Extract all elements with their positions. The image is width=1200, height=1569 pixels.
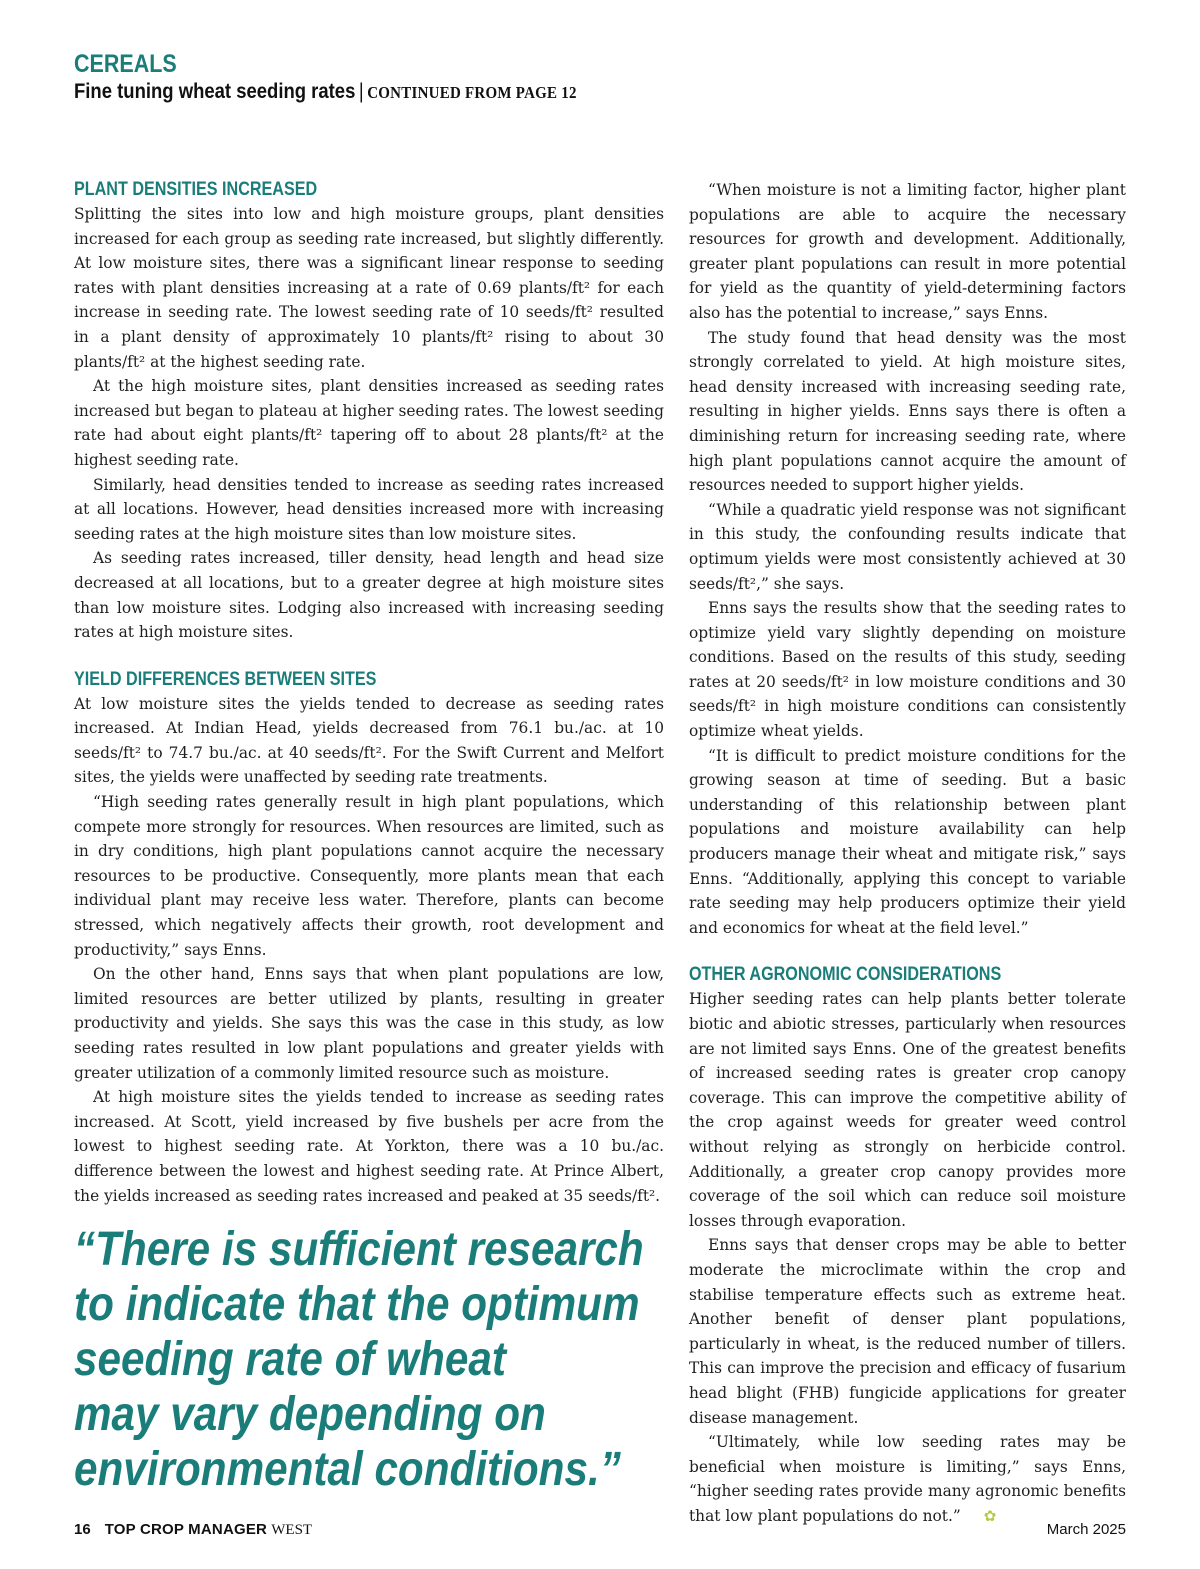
- issue-date: March 2025: [1046, 1521, 1126, 1538]
- title-separator: |: [358, 80, 364, 103]
- paragraph: At the high moisture sites, plant densities increased as seeding rates increased but began to plateau at higher seeding rates. The lowest seeding rate had about eight plants/ft² tapering off to about 28 plants/ft² at the highest seeding rate.: [74, 377, 664, 469]
- pull-quote-line: “There is sufficient research: [74, 1223, 644, 1276]
- pull-quote-line: to indicate that the optimum: [74, 1278, 640, 1331]
- paragraph: “High seeding rates generally result in high plant populations, which compete more strongly for resources. When resources are limited, such as in dry conditions, high plant populations cannot acquire the necessary resources to be productive. Consequently, more plants mean that each individual plant may receive less water. Therefore, plants can become stressed, which negatively affects their growth, root development and productivity,” says Enns.: [74, 793, 664, 959]
- paragraph: At high moisture sites the yields tended to increase as seeding rates increased. At Scott, yield increased by five bushels per acre from the lowest to highest seeding rate. At Yorkton, there was a 10 bu./ac. difference between the lowest and highest seeding rate. At Prince Albert, the yields increased as seeding rates increased and peaked at 35 seeds/ft².: [74, 1088, 664, 1205]
- continued-label: CONTINUED FROM PAGE 12: [367, 83, 577, 102]
- subhead-yield-differences: YIELD DIFFERENCES BETWEEN SITES: [74, 668, 377, 690]
- article-title-line: [74, 80, 577, 104]
- pull-quote-line: may vary depending on: [74, 1388, 546, 1441]
- page-number: 16: [74, 1521, 91, 1538]
- footer-publication: [74, 1521, 312, 1539]
- paragraph-text: “Ultimately, while low seeding rates may be beneficial when moisture is limiting,” says Enns, “higher seeding rates provide many agronomic benefits that low plant populations do not.”: [689, 1433, 1126, 1525]
- leaf-icon: ✿: [983, 1506, 997, 1525]
- article-title: Fine tuning wheat seeding rates: [74, 80, 356, 103]
- paragraph: Enns says the results show that the seeding rates to optimize yield vary slightly depending on moisture conditions. Based on the results of this study, seeding rates at 20 seeds/ft² in low moisture conditions and 30 seeds/ft² in high moisture conditions can consistently optimize wheat yields.: [689, 599, 1126, 741]
- subhead-plant-densities: PLANT DENSITIES INCREASED: [74, 179, 318, 200]
- paragraph: At low moisture sites the yields tended to decrease as seeding rates increased. At Indian Head, yields decreased from 76.1 bu./ac. at 10 seeds/ft² to 74.7 bu./ac. at 40 seeds/ft². For the Swift Current and Melfort sites, the yields were unaffected by seeding rate treatments.: [74, 694, 664, 787]
- paragraph: “While a quadratic yield response was not significant in this study, the confounding results indicate that optimum yields were most consistently achieved at 30 seeds/ft²,” she says.: [689, 500, 1126, 593]
- right-column: [689, 178, 1126, 1528]
- paragraph: On the other hand, Enns says that when plant populations are low, limited resources are better utilized by plants, resulting in greater productivity and yields. She says this was the case in this study, as low seeding rates resulted in low plant populations and greater yields with greater utilization of a commonly limited resource such as moisture.: [74, 965, 664, 1082]
- paragraph-final: [689, 1430, 1126, 1528]
- pull-quote-line: seeding rate of wheat: [74, 1333, 506, 1386]
- paragraph: “It is difficult to predict moisture conditions for the growing season at time of seeding. But a basic understanding of this relationship between plant populations and moisture availability can help producers manage their wheat and mitigate risk,” says Enns. “Additionally, applying this concept to variable rate seeding may help producers optimize their yield and economics for wheat at the field level.”: [689, 746, 1126, 937]
- paragraph: The study found that head density was the most strongly correlated to yield. At high moisture sites, head density increased with increasing seeding rate, resulting in higher yields. Enns says there is often a diminishing return for increasing seeding rate, where high plant populations cannot acquire the amount of resources needed to support higher yields.: [689, 328, 1126, 495]
- paragraph: “When moisture is not a limiting factor, higher plant populations are able to acquire the necessary resources for growth and development. Additionally, greater plant populations can result in more potential for yield as the quantity of yield-determining factors also has the potential to increase,” says Enns.: [689, 181, 1126, 322]
- paragraph: Splitting the sites into low and high moisture groups, plant densities increased for each group as seeding rate increased, but slightly differently. At low moisture sites, there was a significant linear response to seeding rates with plant densities increasing at a rate of 0.69 plants/ft² for each increase in seeding rate. The lowest seeding rate of 10 seeds/ft² resulted in a plant density of approximately 10 plants/ft² rising to about 30 plants/ft² at the highest seeding rate.: [74, 205, 664, 371]
- magazine-edition: WEST: [271, 1522, 313, 1538]
- pull-quote: [74, 1222, 644, 1497]
- left-column: [74, 178, 664, 1208]
- paragraph: Enns says that denser crops may be able to better moderate the microclimate within the crop and stabilise temperature effects such as extreme heat. Another benefit of denser plant populations, particularly in wheat, is the reduced number of tillers. This can improve the precision and efficacy of fusarium head blight (FHB) fungicide applications for greater disease management.: [689, 1236, 1126, 1427]
- subhead-other-agronomic: OTHER AGRONOMIC CONSIDERATIONS: [689, 964, 1002, 986]
- section-label: CEREALS: [74, 50, 177, 78]
- paragraph: Higher seeding rates can help plants better tolerate biotic and abiotic stresses, particularly when resources are not limited says Enns. One of the greatest benefits of increased seeding rates is greater crop canopy coverage. This can improve the competitive ability of the crop against weeds for greater weed control without relying as strongly on herbicide control. Additionally, a greater crop canopy provides more coverage of the soil which can reduce soil moisture losses through evaporation.: [689, 990, 1126, 1230]
- pull-quote-line: environmental conditions.”: [74, 1443, 621, 1496]
- magazine-name: TOP CROP MANAGER: [104, 1521, 268, 1538]
- paragraph: As seeding rates increased, tiller density, head length and head size decreased at all locations, but to a greater degree at high moisture sites than low moisture sites. Lodging also increased with increasing seeding rates at high moisture sites.: [74, 549, 664, 642]
- paragraph: Similarly, head densities tended to increase as seeding rates increased at all locations. However, head densities increased more with increasing seeding rates at the high moisture sites than low moisture sites.: [74, 475, 664, 543]
